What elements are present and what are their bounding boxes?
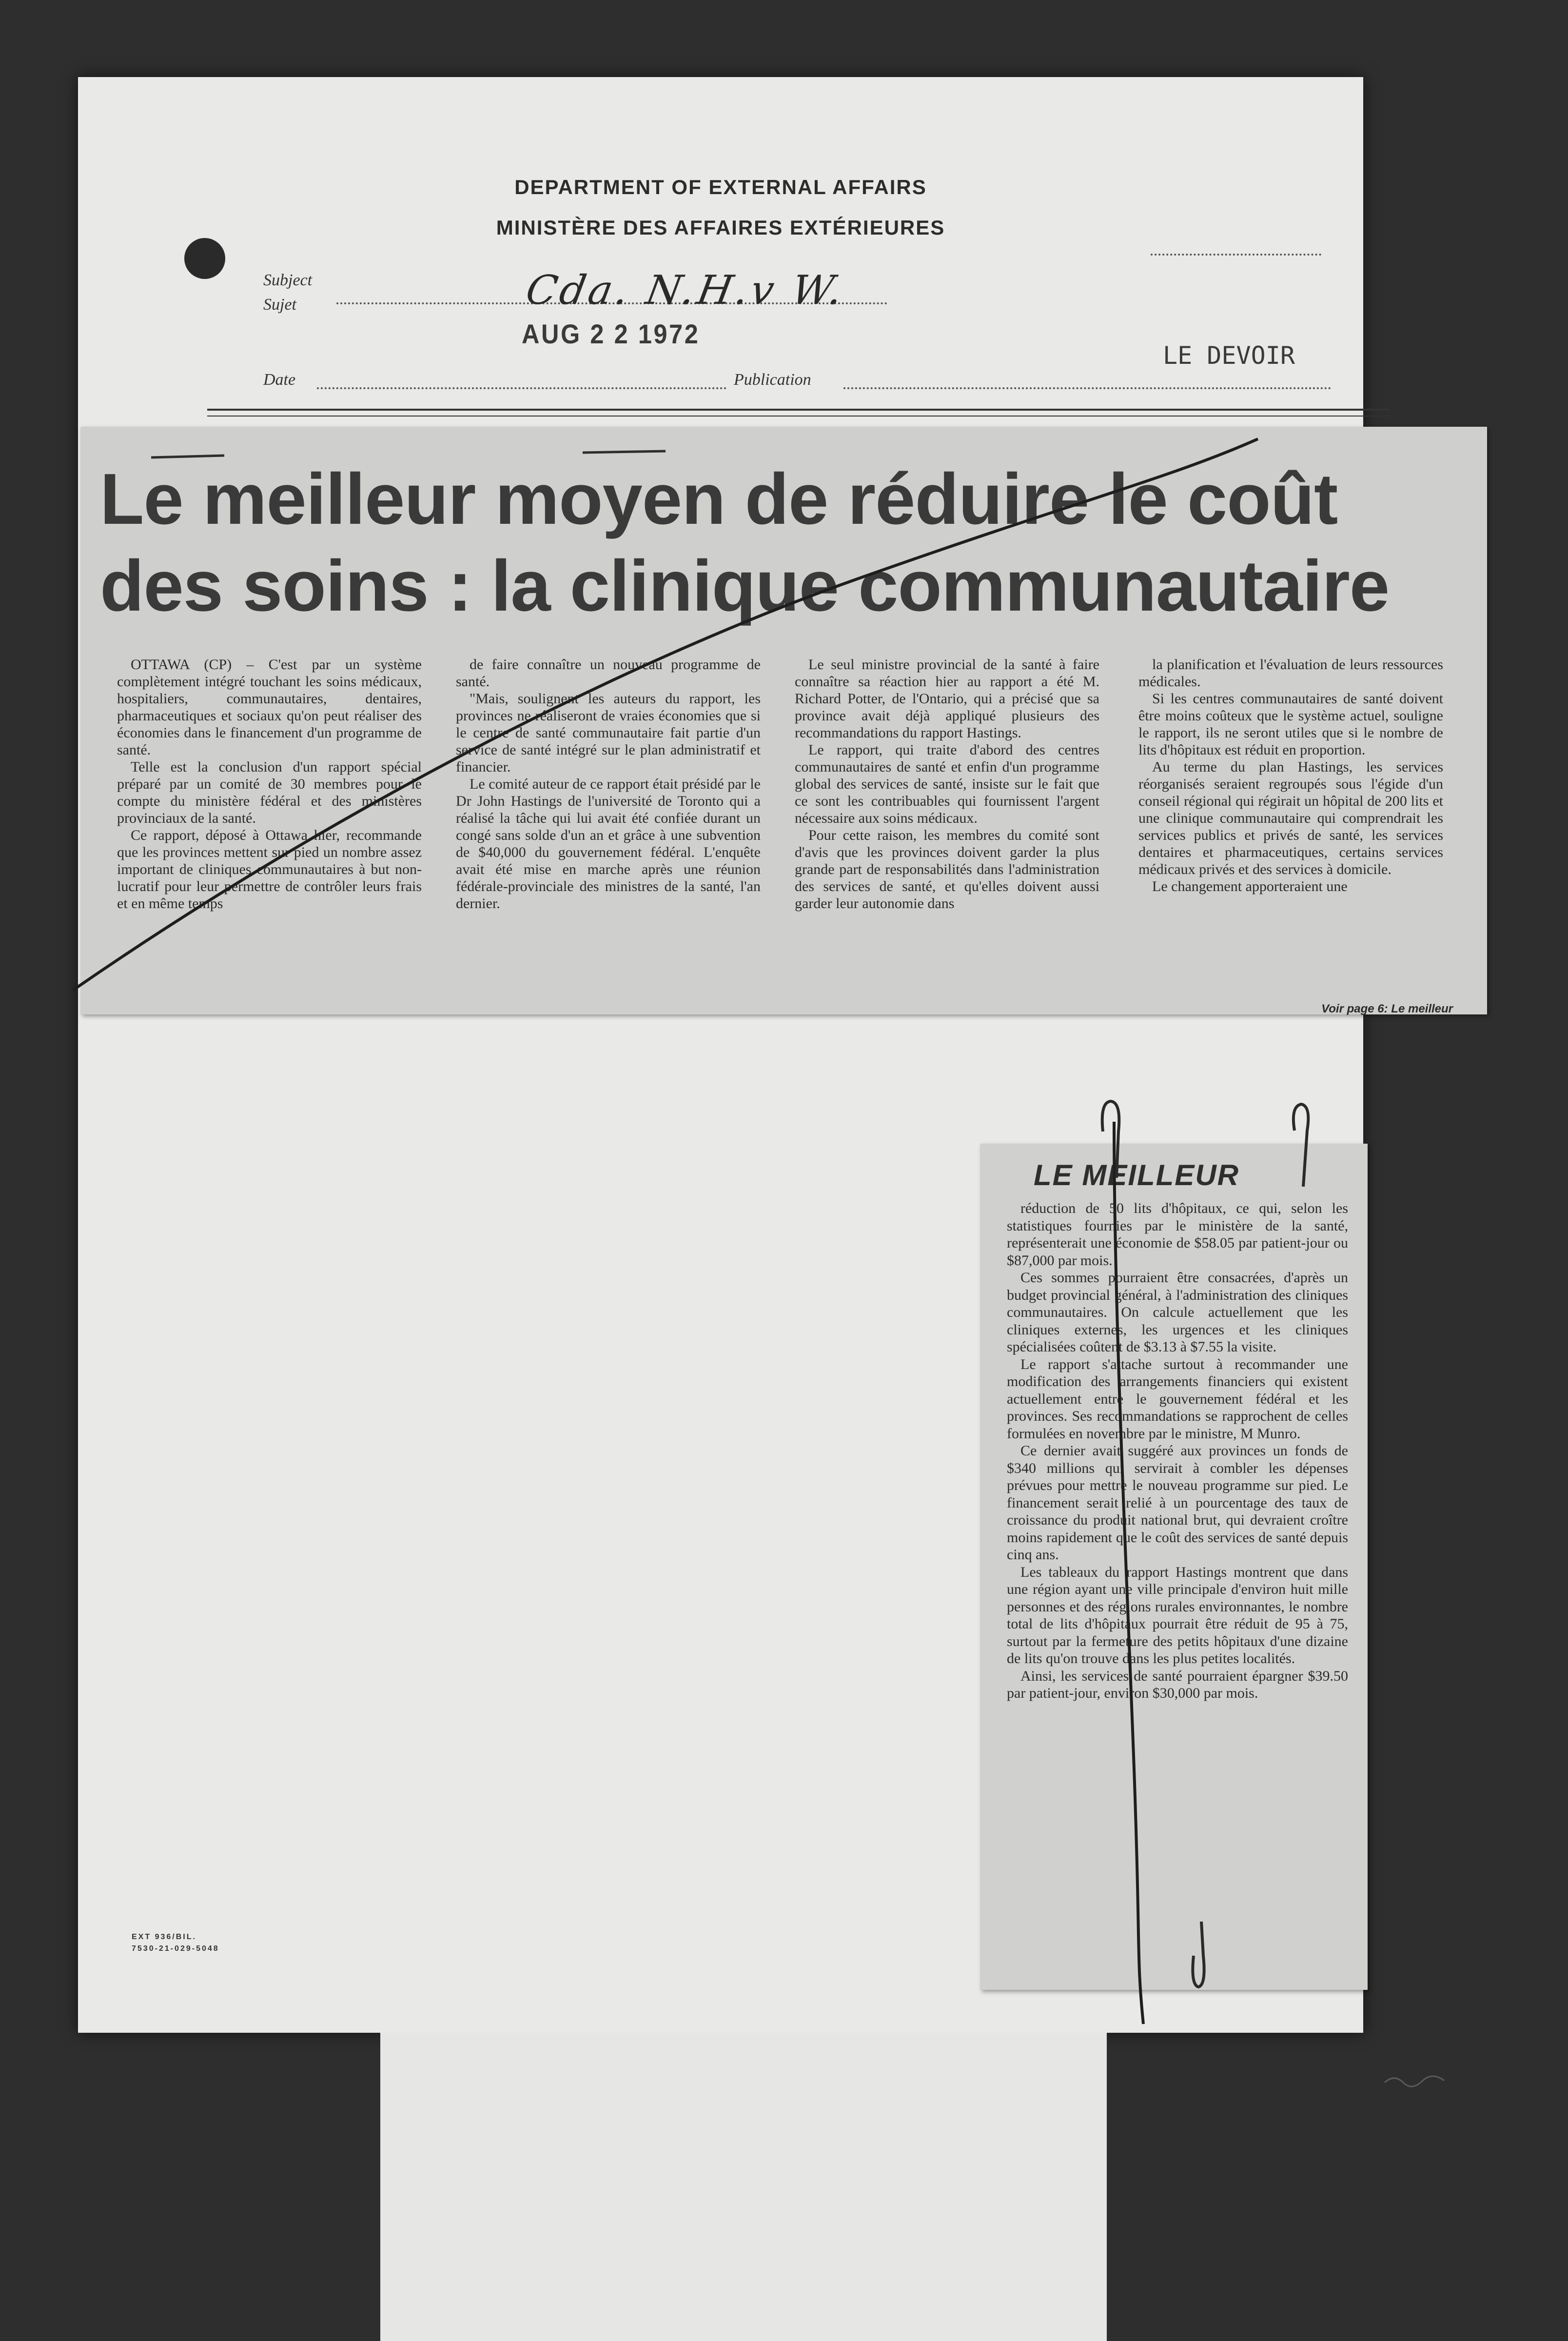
paragraph: la planification et l'évaluation de leurs ressources médicales.	[1138, 656, 1443, 690]
paragraph: Ce rapport, déposé à Ottawa hier, recommande que les provinces mettent sur pied un nombre assez important de cliniques communautaires à but non-lucratif pour leur permettre de contrôler leurs frais et en même temps	[117, 827, 422, 912]
paragraph: Le rapport s'attache surtout à recommander une modification des arrangements financiers qui existent actuellement entre le gouvernement fédéral et les provinces. Ses recommandations se rapprochent de celles formulées en novembre par le ministre, M Munro.	[1007, 1356, 1348, 1442]
form-code-line-2: 7530-21-029-5048	[132, 1944, 219, 1953]
headline-line-2: des soins : la clinique communautaire	[100, 546, 1390, 626]
handwritten-subject: Cda. N.H.v W.	[522, 267, 849, 314]
paragraph: réduction de 50 lits d'hôpitaux, ce qui, selon les statistiques fournies par le ministère de la santé, représenterait une économie de $58.05 par patient-jour ou $87,000 par mois.	[1007, 1200, 1348, 1269]
paragraph: Les tableaux du rapport Hastings montrent que dans une région ayant une ville principale d'environ huit mille personnes et des régions rurales environnantes, le nombre total de lits d'hôpitaux pourrait être réduit de 95 à 75, surtout par la fermeture des petits hôpitaux d'une dizaine de lits qu'on trouve dans les plus petites localités.	[1007, 1564, 1348, 1666]
department-english: DEPARTMENT OF EXTERNAL AFFAIRS	[514, 176, 927, 198]
form-code-line-1: EXT 936/BIL.	[132, 1933, 196, 1941]
paragraph: Si les centres communautaires de santé doivent être moins coûteux que le système actuel, souligne le rapport, ils ne seront utiles que si le nombre de lits d'hôpitaux est réduit en proportion.	[1138, 691, 1443, 758]
department-french: MINISTÈRE DES AFFAIRES EXTÉRIEURES	[496, 216, 945, 239]
paragraph: Le changement apporteraient une	[1152, 878, 1348, 894]
subject-label: Subject	[263, 271, 313, 289]
paper-clip-right	[1294, 1104, 1308, 1187]
paragraph: Le comité auteur de ce rapport était présidé par le Dr John Hastings de l'université de Toronto qui a réalisé la tâche qui lui avait été confiée durant un congé sans solde d'un an et grâce à une subvention de $40,000 du gouvernement fédéral. L'enquête avait été mise en marche après une réunion fédérale-provinciale des ministres de la santé, l'an dernier.	[456, 776, 761, 912]
paragraph: Le rapport, qui traite d'abord des centres communautaires de santé et enfin d'un programme global des services de santé, insiste sur le fait que ce sont les contribuables qui fournissent l'argent nécessaire aux soins médicaux.	[795, 742, 1099, 826]
paragraph: Ainsi, les services de santé pourraient épargner $39.50 par patient-jour, environ $30,000 par mois.	[1007, 1667, 1348, 1701]
paragraph: de faire connaître un nouveau programme de santé.	[456, 656, 761, 690]
paper-clip-bottom	[1193, 1922, 1204, 1987]
paragraph: Ces sommes pourraient être consacrées, d'après un budget provincial général, à l'administration des cliniques communautaires. On calcule actuellement que les cliniques externes, les urgences et les cliniques spécialisées coûtent de $3.13 à $7.55 la visite.	[1007, 1270, 1348, 1355]
publication-label: Publication	[734, 371, 811, 389]
margin-scribble	[1385, 2076, 1444, 2086]
sujet-label: Sujet	[263, 296, 296, 314]
paragraph: Le seul ministre provincial de la santé à faire connaître sa réaction hier au rapport a été M. Richard Potter, de l'Ontario, qui a précisé que sa province avait déjà appliqué plusieurs des recommandations du rapport Hastings.	[795, 656, 1099, 741]
paper-clip-left	[1102, 1101, 1119, 1178]
diagonal-pen-stroke	[73, 439, 1258, 990]
continuation-title: LE MEILLEUR	[1034, 1159, 1239, 1191]
paragraph: Telle est la conclusion d'un rapport spécial préparé par un comité de 30 membres pour le compte du ministère fédéral et des ministères provinciaux de la santé.	[117, 759, 422, 826]
paragraph: OTTAWA (CP) – C'est par un système complètement intégré touchant les soins médicaux, hospitaliers, communautaires, dentaires, pharmaceutiques et sociaux qu'on peut réaliser des économies dans le financement d'un programme de santé.	[117, 656, 422, 758]
see-page-reference: Voir page 6: Le meilleur	[1321, 1002, 1453, 1015]
paragraph: Pour cette raison, les membres du comité sont d'avis que les provinces doivent garder la plus grande part de responsabilités dans l'administration des services de santé, et qu'elles doivent aussi garder leur autonomie dans	[795, 827, 1099, 912]
headline-line-1: Le meilleur moyen de réduire le coût	[100, 459, 1338, 539]
paragraph: Ce dernier avait suggéré aux provinces un fonds de $340 millions qui servirait à combler les dépenses prévues pour mettre le nouveau programme sur pied. Le financement serait relié à un pourcentage des taux de croissance du produit national brut, qui devraient croître moins rapidement que le coût des services de santé depuis cinq ans.	[1007, 1443, 1348, 1563]
publication-name: LE DEVOIR	[1163, 341, 1295, 370]
paragraph: Au terme du plan Hastings, les services réorganisés seraient regroupés sous l'égide d'un conseil régional qui régirait un hôpital de 200 lits et une clinique communautaire qui comprendrait les services publics et privés de santé, les services dentaires et pharmaceutiques, certains services médicaux privés et des services à domicile.	[1138, 759, 1443, 877]
date-stamp: AUG 2 2 1972	[522, 318, 700, 349]
headline-underline-mark	[151, 451, 666, 457]
date-label: Date	[263, 371, 296, 389]
paragraph: "Mais, soulignent les auteurs du rapport, les provinces ne réaliseront de vraies économies que si le centre de santé communautaire fait partie d'un service de santé intégré sur le plan administratif et financier.	[456, 691, 761, 775]
vertical-pen-stroke	[1114, 1122, 1143, 2024]
